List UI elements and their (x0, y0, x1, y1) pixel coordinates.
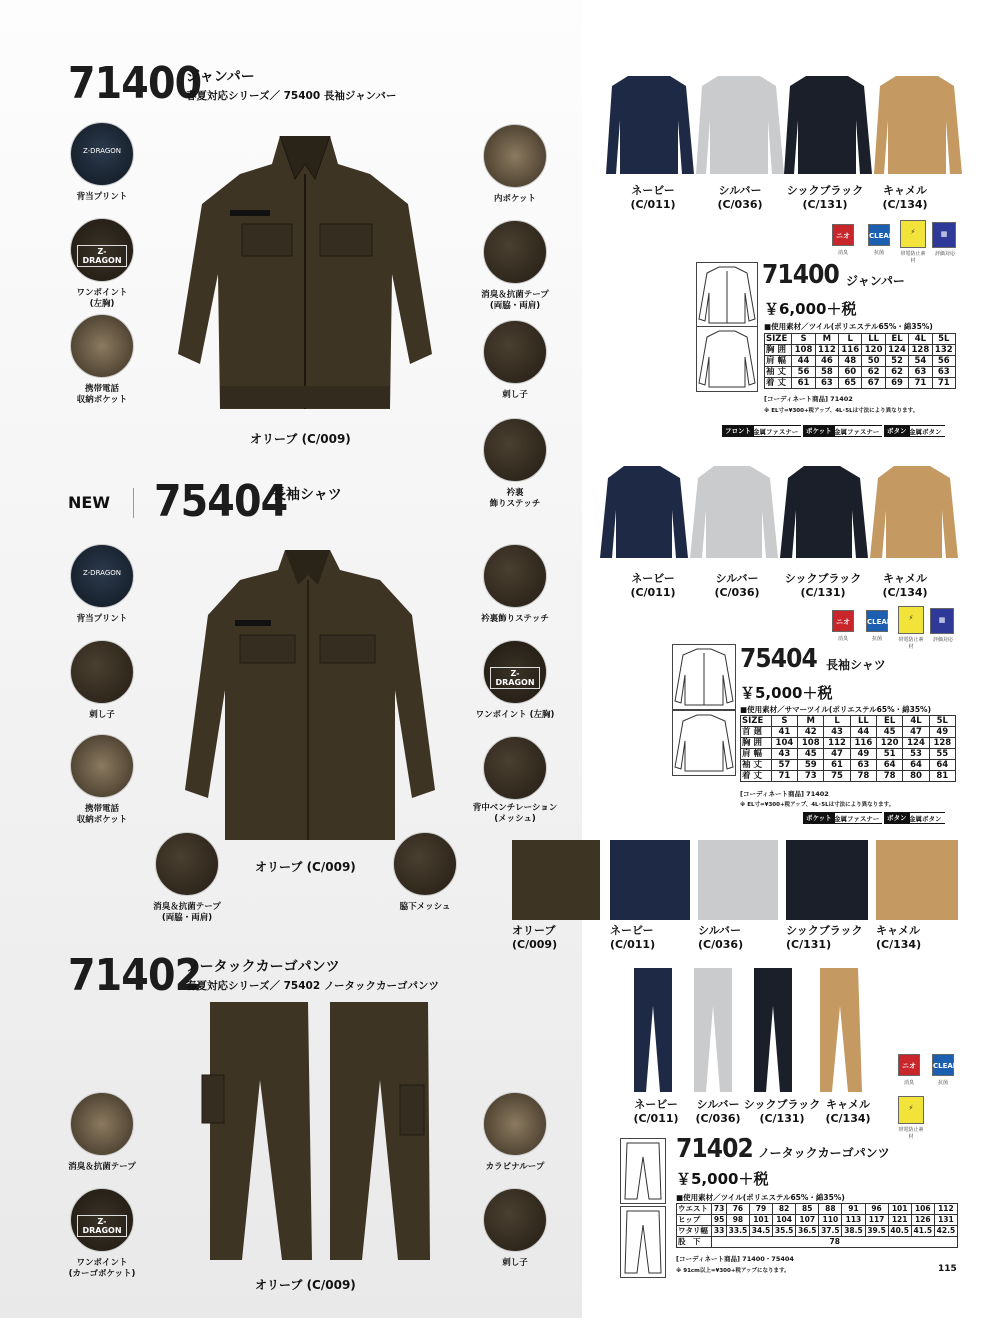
cell: 79 (749, 1204, 772, 1215)
cell: 96 (865, 1204, 888, 1215)
cell: 63 (909, 367, 932, 378)
jumper-tag-2-key: ポケット (803, 425, 835, 437)
cell: 40.5 (888, 1226, 911, 1237)
shirt-size-table (740, 715, 956, 782)
antibacterial-icon-label: 抗菌 (873, 250, 884, 256)
pants-detail-label-3: カラビナループ (485, 1162, 545, 1172)
logo-text: Z-DRAGON (82, 147, 121, 155)
cell: LL (850, 716, 876, 727)
jumper-tag-3-val: 金属ボタン (906, 425, 945, 437)
cell: 50 (862, 356, 885, 367)
cell: 104 (773, 1215, 796, 1226)
cell: 113 (842, 1215, 865, 1226)
pants-size-table (676, 1203, 958, 1248)
pants-variant-label-4: キャメル (C/134) (825, 1098, 871, 1125)
jumper-phone-pocket-thumb (70, 314, 134, 378)
pants-main-color: オリーブ (C/009) (255, 1278, 356, 1292)
cell: 65 (839, 378, 862, 389)
jumper-variant-label-3: シックブラック (C/131) (786, 184, 864, 211)
cell: 44 (792, 356, 815, 367)
cell: 38.5 (842, 1226, 865, 1237)
shirt-detail-label-8: 脇下メッシュ (399, 902, 451, 912)
deodorant-icon-label-2: 消臭 (837, 636, 848, 642)
cell: 73 (798, 771, 824, 782)
evaluation-icon-label-2: 評価対応 (932, 637, 953, 643)
pants-detail-label-2: ワンポイント (カーゴポケット) (68, 1258, 136, 1279)
cell: 112 (815, 345, 838, 356)
shirt-detail-label-6: 背中ベンチレーション (メッシュ) (472, 803, 558, 824)
cell: 71 (909, 378, 932, 389)
shirt-tape-thumb (155, 832, 219, 896)
cell: 61 (792, 378, 815, 389)
shirt-detail-label-7: 消臭＆抗菌テープ (両脇・両肩) (153, 902, 221, 923)
shirt-spec-code: 75404 (740, 644, 817, 674)
shirt-tag-2-val: 金属ボタン (906, 812, 945, 824)
shirt-sketch-front (672, 644, 736, 710)
shirt-sketch-back (672, 710, 736, 776)
shirt-collar-stitch-thumb (483, 544, 547, 608)
jumper-series: 春夏対応シリーズ／ 75400 長袖ジャンバー (186, 90, 397, 102)
shirt-back-print-thumb (70, 544, 134, 608)
pants-tape-thumb (70, 1092, 134, 1156)
pants-main-image (200, 1000, 440, 1265)
cell: 63 (932, 367, 955, 378)
cell: 128 (929, 738, 955, 749)
pants-price: ￥5,000＋税 (676, 1170, 769, 1188)
cell: 98 (726, 1215, 749, 1226)
cell: 126 (911, 1215, 934, 1226)
shirt-main-image (180, 540, 440, 845)
pants-detail-label-4: 刺し子 (502, 1258, 528, 1268)
cell: 胸 囲 (765, 345, 792, 356)
cell: 袖 丈 (765, 367, 792, 378)
swatch-label-1: オリーブ (C/009) (512, 924, 558, 951)
jumper-spec-code: 71400 (762, 260, 839, 290)
shirt-price: ￥5,000＋税 (740, 684, 833, 702)
cell: 63 (815, 378, 838, 389)
swatch-navy (610, 840, 690, 920)
cell: 57 (771, 760, 797, 771)
cell: 47 (824, 749, 850, 760)
deodorant-icon: ニオイ (832, 224, 854, 246)
cell: 75 (824, 771, 850, 782)
cell: 101 (888, 1204, 911, 1215)
pants-note: ※ 91cm以上=¥300+税アップになります。 (676, 1268, 790, 1274)
cell: 88 (819, 1204, 842, 1215)
cell: L (824, 716, 850, 727)
cell: 71 (932, 378, 955, 389)
cell: 132 (932, 345, 955, 356)
pants-detail-label-1: 消臭＆抗菌テープ (68, 1162, 136, 1172)
cell: 110 (819, 1215, 842, 1226)
cell: 81 (929, 771, 955, 782)
pants-spec-code: 71402 (676, 1134, 753, 1164)
cell: 58 (815, 367, 838, 378)
jumper-variants (606, 70, 962, 180)
jumper-detail-label-1: 背当プリント (76, 192, 128, 202)
jumper-tag-3-key: ボタン (884, 425, 910, 437)
pants-series: 春夏対応シリーズ／ 75402 ノータックカーゴパンツ (186, 980, 439, 992)
cell: 33.5 (726, 1226, 749, 1237)
shirt-coordinate: [コーディネート商品] 71402 (740, 790, 829, 798)
antistatic-icon-2: ⚡ (898, 606, 924, 634)
pants-title: ノータックカーゴパンツ (186, 959, 340, 975)
logo-text-2: Z-DRAGON (82, 569, 121, 577)
cell: L (839, 334, 862, 345)
cell: 107 (796, 1215, 819, 1226)
evaluation-icon-label: 評価対応 (934, 251, 955, 257)
cell: 131 (934, 1215, 957, 1226)
jumper-main-image (170, 124, 440, 424)
swatch-black (786, 840, 868, 920)
cell: 128 (909, 345, 932, 356)
cell: 85 (796, 1204, 819, 1215)
cell: 33 (713, 1226, 725, 1235)
cell: 肩 幅 (741, 749, 772, 760)
shirt-variants (600, 460, 962, 566)
cell: 着 丈 (765, 378, 792, 389)
cell: 82 (773, 1204, 796, 1215)
jumper-detail-label-4: 内ポケット (493, 194, 537, 204)
cell: 44 (850, 727, 876, 738)
cell: 首 廻 (741, 727, 772, 738)
evaluation-icon: ▦ (932, 222, 956, 248)
cell: 116 (850, 738, 876, 749)
cell: 117 (865, 1215, 888, 1226)
jumper-variant-label-4: キャメル (C/134) (882, 184, 928, 211)
jumper-coordinate: [コーディネート商品] 71402 (764, 395, 853, 403)
swatch-label-4: シックブラック (C/131) (786, 924, 863, 951)
shirt-variant-label-1: ネービー (C/011) (630, 572, 676, 599)
cell: 5L (932, 334, 955, 345)
jumper-detail-label-2: ワンポイント (左胸) (76, 288, 128, 309)
brand-text: Z-DRAGON (77, 245, 127, 267)
antistatic-icon-3: ⚡ (898, 1096, 924, 1124)
cell: 41 (771, 727, 797, 738)
shirt-mesh-thumb (393, 832, 457, 896)
pants-one-point-thumb (70, 1188, 134, 1252)
cell: 49 (929, 727, 955, 738)
shirt-variant-label-3: シックブラック (C/131) (784, 572, 862, 599)
cell: 71 (771, 771, 797, 782)
jumper-sketch-front (696, 262, 758, 328)
cell: S (792, 334, 815, 345)
jumper-spec-name: ジャンパー (846, 274, 905, 288)
jumper-collar-stitch-thumb (483, 418, 547, 482)
cell: 116 (839, 345, 862, 356)
cell: 73 (713, 1204, 725, 1213)
cell: 61 (824, 760, 850, 771)
cell: 60 (839, 367, 862, 378)
cell: 43 (824, 727, 850, 738)
cell: LL (862, 334, 885, 345)
pants-variant-label-1: ネービー (C/011) (633, 1098, 679, 1125)
cell: ヒップ (677, 1215, 712, 1226)
cell: 64 (877, 760, 903, 771)
evaluation-icon-2: ▦ (930, 608, 954, 634)
cell: 108 (792, 345, 815, 356)
swatch-camel (876, 840, 958, 920)
cell: 64 (929, 760, 955, 771)
cell: ウエスト (677, 1204, 712, 1215)
cell: 80 (903, 771, 929, 782)
jumper-sashiko-thumb (483, 320, 547, 384)
swatch-olive (512, 840, 600, 920)
cell: 124 (903, 738, 929, 749)
shirt-tag-1-key: ポケット (803, 812, 835, 824)
jumper-title: ジャンパー (186, 69, 255, 85)
cell: 108 (798, 738, 824, 749)
pants-variant-label-2: シルバー (C/036) (695, 1098, 741, 1125)
cell: 49 (850, 749, 876, 760)
cell: 袖 丈 (741, 760, 772, 771)
jumper-sketch-back (696, 326, 758, 392)
shirt-one-point-thumb (483, 640, 547, 704)
jumper-inner-pocket-thumb (483, 124, 547, 188)
cell: M (798, 716, 824, 727)
shirt-tag-1-val: 金属ファスナー (831, 812, 882, 824)
jumper-detail-label-5: 消臭＆抗菌テープ (両脇・両肩) (481, 290, 549, 311)
shirt-main-color: オリーブ (C/009) (255, 860, 356, 874)
pants-code: 71402 (68, 950, 202, 1001)
cell: 69 (885, 378, 908, 389)
jumper-price: ￥6,000＋税 (764, 300, 857, 318)
jumper-code: 71400 (68, 58, 202, 109)
cell: 42.5 (934, 1226, 957, 1237)
cell: 43 (771, 749, 797, 760)
cell: 35.5 (773, 1226, 796, 1237)
shirt-title: 長袖シャツ (272, 487, 342, 503)
jumper-tag-2-val: 金属ファスナー (831, 425, 882, 437)
cell: 4L (903, 716, 929, 727)
cell: 95 (713, 1215, 725, 1224)
antibacterial-icon-3: CLEAN (932, 1054, 954, 1076)
antistatic-icon-label-2: 帯電防止素材 (898, 637, 924, 650)
cell: 62 (885, 367, 908, 378)
cell: 52 (885, 356, 908, 367)
cell: 胸 囲 (741, 738, 772, 749)
cell: 59 (798, 760, 824, 771)
cell: 63 (850, 760, 876, 771)
cell: M (815, 334, 838, 345)
jumper-detail-label-6: 刺し子 (502, 390, 528, 400)
shirt-detail-label-4: 衿裏飾りステッチ (481, 614, 549, 624)
cell: 112 (824, 738, 850, 749)
cell: ワタリ幅 (677, 1226, 712, 1237)
cell: 56 (792, 367, 815, 378)
jumper-detail-label-7: 衿裏 飾りステッチ (489, 488, 541, 509)
cell: 46 (815, 356, 838, 367)
pants-variants (622, 966, 872, 1096)
new-badge: NEW (68, 488, 134, 518)
cell: 39.5 (865, 1226, 888, 1237)
cell: 67 (862, 378, 885, 389)
pants-coordinate: [コーディネート商品] 71400・75404 (676, 1255, 794, 1263)
cell: 5L (929, 716, 955, 727)
cell: 62 (862, 367, 885, 378)
cell: 36.5 (796, 1226, 819, 1237)
swatch-silver (698, 840, 778, 920)
swatch-label-3: シルバー (C/036) (698, 924, 744, 951)
jumper-tape-thumb (483, 220, 547, 284)
cell: 121 (888, 1215, 911, 1226)
cell: 124 (885, 345, 908, 356)
shirt-tag-2-key: ボタン (884, 812, 910, 824)
cell: SIZE (765, 334, 792, 345)
jumper-size-table (764, 333, 956, 389)
page-number: 115 (938, 1264, 957, 1274)
deodorant-icon-3: ニオイ (898, 1054, 920, 1076)
cell: 55 (929, 749, 955, 760)
antibacterial-icon-2: CLEAN (866, 610, 888, 632)
cell: 91 (842, 1204, 865, 1215)
pants-sashiko-thumb (483, 1188, 547, 1252)
jumper-material: ■使用素材／ツイル(ポリエステル65%・綿35%) (764, 322, 933, 331)
cell: 51 (877, 749, 903, 760)
shirt-variant-label-4: キャメル (C/134) (882, 572, 928, 599)
swatch-label-5: キャメル (C/134) (876, 924, 922, 951)
jumper-main-color: オリーブ (C/009) (250, 432, 351, 446)
jumper-tag-1-val: 金属ファスナー (750, 425, 801, 437)
shirt-vent-thumb (483, 736, 547, 800)
cell: 37.5 (819, 1226, 842, 1237)
cell: 76 (726, 1204, 749, 1215)
jumper-variant-label-1: ネービー (C/011) (630, 184, 676, 211)
pants-material: ■使用素材／ツイル(ポリエステル65%・綿35%) (676, 1193, 845, 1202)
shirt-variant-label-2: シルバー (C/036) (714, 572, 760, 599)
pants-sketch-back (620, 1206, 666, 1278)
cell: 104 (771, 738, 797, 749)
cell: 肩 幅 (765, 356, 792, 367)
cell: 48 (839, 356, 862, 367)
cell: 120 (877, 738, 903, 749)
pants-spec-name: ノータックカーゴパンツ (758, 1146, 890, 1160)
cell: 78 (850, 771, 876, 782)
cell: 4L (909, 334, 932, 345)
cell: 78 (877, 771, 903, 782)
shirt-sashiko-thumb (70, 640, 134, 704)
cell: 112 (934, 1204, 957, 1215)
cell: SIZE (741, 716, 772, 727)
antibacterial-icon: CLEAN (868, 224, 890, 246)
jumper-variant-label-2: シルバー (C/036) (717, 184, 763, 211)
cell: 42 (798, 727, 824, 738)
brand-text-2: Z-DRAGON (490, 667, 540, 689)
cell: 47 (903, 727, 929, 738)
jumper-detail-label-3: 携帯電話 収納ポケット (76, 384, 128, 405)
cell: 64 (903, 760, 929, 771)
jumper-tag-1-key: フロント (722, 425, 754, 437)
cell: 106 (911, 1204, 934, 1215)
cell: S (771, 716, 797, 727)
shirt-note: ※ EL寸=¥300+税アップ、4L･5Lは寸法により異なります。 (740, 802, 895, 808)
shirt-spec-name: 長袖シャツ (826, 658, 886, 672)
antibacterial-icon-label-2: 抗菌 (871, 636, 882, 642)
shirt-detail-label-5: ワンポイント (左胸) (475, 710, 555, 720)
jumper-one-point-thumb (70, 218, 134, 282)
cell: 120 (862, 345, 885, 356)
cell: 101 (749, 1215, 772, 1226)
shirt-detail-label-1: 背当プリント (76, 614, 128, 624)
antistatic-icon-label: 帯電防止素材 (900, 251, 926, 264)
jumper-back-print-thumb (70, 122, 134, 186)
shirt-detail-label-2: 刺し子 (89, 710, 115, 720)
cell: 54 (909, 356, 932, 367)
cell: 53 (903, 749, 929, 760)
cell: 着 丈 (741, 771, 772, 782)
deodorant-icon-2: ニオイ (832, 610, 854, 632)
cell: 34.5 (749, 1226, 772, 1237)
cell: 41.5 (911, 1226, 934, 1237)
shirt-detail-label-3: 携帯電話 収納ポケット (76, 804, 128, 825)
deodorant-icon-label-3: 消臭 (903, 1080, 914, 1086)
shirt-phone-pocket-thumb (70, 734, 134, 798)
swatch-label-2: ネービー (C/011) (610, 924, 656, 951)
cell: EL (877, 716, 903, 727)
brand-text-3: Z-DRAGON (77, 1215, 127, 1237)
cell: EL (885, 334, 908, 345)
shirt-material: ■使用素材／サマーツイル(ポリエステル65%・綿35%) (740, 705, 931, 714)
pants-carabiner-thumb (483, 1092, 547, 1156)
cell: 78 (712, 1237, 958, 1248)
deodorant-icon-label: 消臭 (837, 250, 848, 256)
pants-sketch-front (620, 1138, 666, 1204)
cell: 56 (932, 356, 955, 367)
cell: 45 (798, 749, 824, 760)
antistatic-icon-label-3: 帯電防止素材 (898, 1127, 924, 1140)
cell: 股 下 (677, 1237, 712, 1248)
pants-variant-label-3: シックブラック (C/131) (743, 1098, 821, 1125)
jumper-note: ※ EL寸=¥300+税アップ、4L･5Lは寸法により異なります。 (764, 408, 919, 414)
antibacterial-icon-label-3: 抗菌 (937, 1080, 948, 1086)
shirt-code: 75404 (154, 476, 288, 527)
antistatic-icon: ⚡ (900, 220, 926, 248)
cell: 45 (877, 727, 903, 738)
